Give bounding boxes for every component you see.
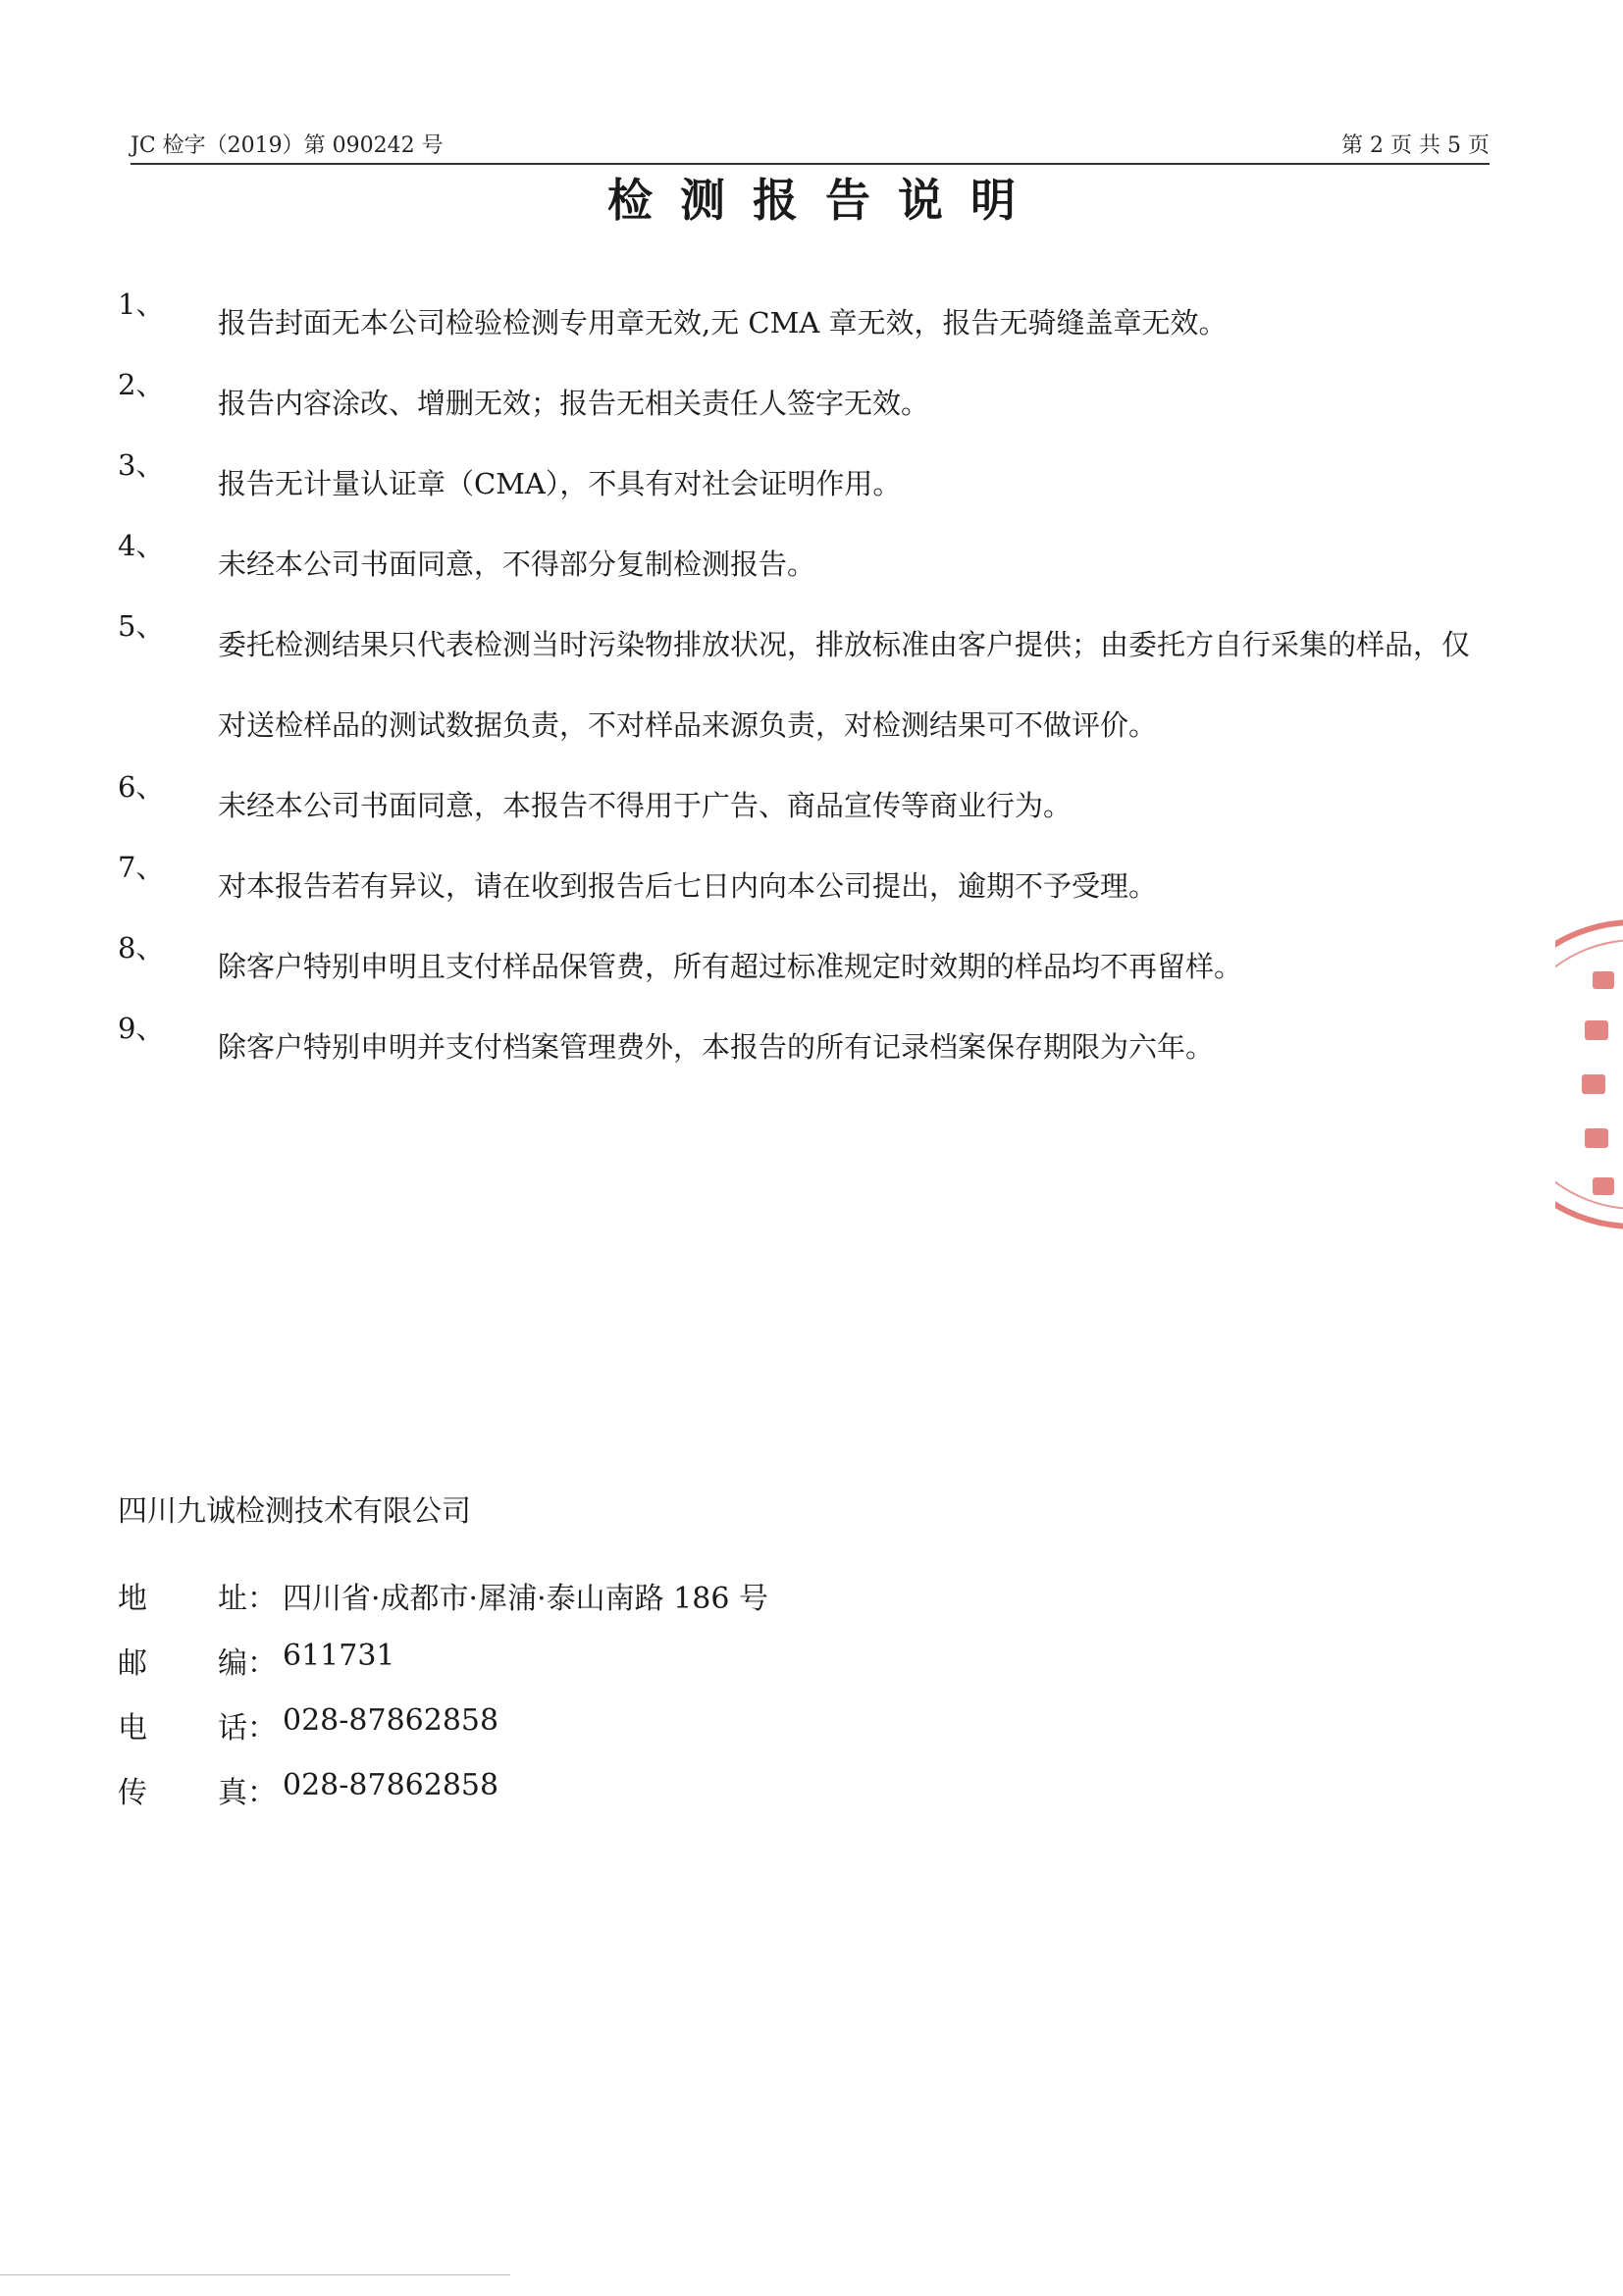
seam-stamp-icon [1555,913,1623,1236]
page-title: 检测报告说明 [607,174,1043,227]
footer-divider [0,2274,510,2275]
clause-number: 5、 [118,609,165,643]
clause-number: 6、 [118,770,165,804]
contact-label-first: 传 [118,1776,147,1810]
contact-value: 四川省·成都市·犀浦·泰山南路 186 号 [283,1582,768,1616]
page-header [131,130,1490,165]
document-number: JC 检字（2019）第 090242 号 [131,133,444,158]
contact-label-second: 编： [218,1646,277,1681]
clause-text: 报告封面无本公司检验检测专用章无效,无 CMA 章无效，报告无骑缝盖章无效。 [218,306,1228,339]
clause-text: 对本报告若有异议，请在收到报告后七日内向本公司提出，逾期不予受理。 [218,869,1158,903]
contact-label-first: 电 [118,1711,147,1746]
contact-label-second: 真： [218,1776,277,1810]
contact-label-first: 邮 [118,1646,147,1681]
stamp-glyphs [1582,971,1614,1195]
clause-number: 3、 [118,448,165,482]
contact-value: 028-87862858 [283,1703,499,1738]
contact-label-second: 话： [218,1711,277,1746]
clause-text: 未经本公司书面同意，不得部分复制检测报告。 [218,548,816,581]
contact-value: 611731 [283,1639,395,1673]
page-number: 第 2 页 共 5 页 [1341,133,1490,158]
contact-label-first: 地 [118,1582,147,1616]
clause-number: 2、 [118,368,165,401]
clause-text: 报告内容涂改、增删无效；报告无相关责任人签字无效。 [218,387,930,420]
clause-number: 4、 [118,529,165,562]
contact-value: 028-87862858 [283,1768,499,1802]
clause-text: 除客户特别申明且支付样品保管费，所有超过标准规定时效期的样品均不再留样。 [218,950,1243,983]
clause-number: 9、 [118,1012,165,1045]
clause-number: 1、 [118,287,165,321]
clause-number: 8、 [118,931,165,965]
clause-text: 未经本公司书面同意，本报告不得用于广告、商品宣传等商业行为。 [218,789,1073,822]
company-name: 四川九诚检测技术有限公司 [118,1494,471,1529]
clause-number: 7、 [118,851,165,884]
contact-label-second: 址： [218,1582,277,1616]
clause-text: 委托检测结果只代表检测当时污染物排放状况，排放标准由客户提供；由委托方自行采集的样品，仅对送检样品的测试数据负责，不对样品来源负责，对检测结果可不做评价。 [218,628,1471,742]
clause-text: 除客户特别申明并支付档案管理费外，本报告的所有记录档案保存期限为六年。 [218,1030,1215,1064]
clause-text: 报告无计量认证章（CMA），不具有对社会证明作用。 [218,467,902,500]
